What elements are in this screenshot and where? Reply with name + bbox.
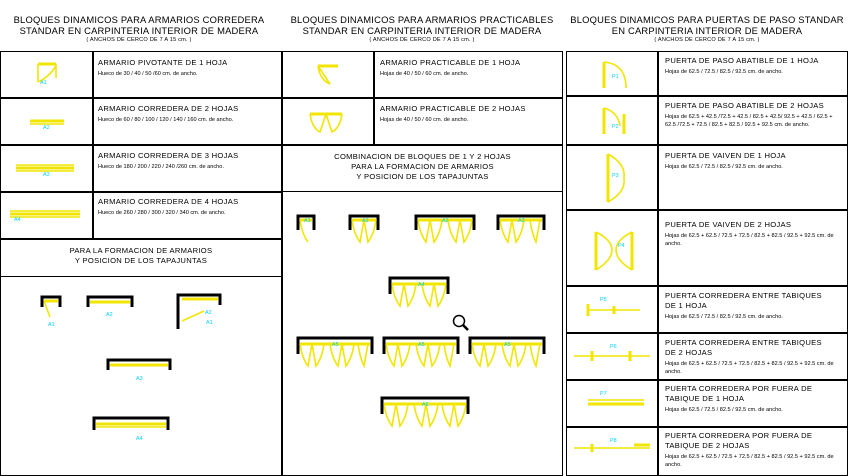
header-line1: BLOQUES DINAMICOS PARA ARMARIOS PRACTICABLES: [290, 14, 554, 25]
row-title: PUERTA CORREDERA ENTRE TABIQUES: [665, 291, 822, 300]
row-desc: Hojas de 62.5 / 72.5 / 82.5 / 92.5 cm. de ancho.: [665, 407, 783, 413]
row-title-2: TABIQUE DE 1 HOJA: [665, 394, 745, 403]
combo-label: A5: [418, 342, 425, 348]
row-title: PUERTA CORREDERA POR FUERA DE: [665, 384, 813, 393]
row-title: ARMARIO CORREDERA DE 3 HOJAS: [98, 151, 239, 160]
combo-a1-left[interactable]: [40, 295, 64, 325]
row-title: PUERTA DE VAIVEN DE 2 HOJAS: [665, 220, 792, 229]
combo-label: A5: [504, 342, 511, 348]
door-p2-symbol[interactable]: [596, 104, 636, 140]
row-title: PUERTA CORREDERA ENTRE TABIQUES: [665, 338, 822, 347]
block-a1-symbol[interactable]: [34, 60, 64, 88]
combo-line1: COMBINACION DE BLOQUES DE 1 Y 2 HOJAS: [334, 152, 511, 161]
header-sub: ( ANCHOS DE CERCO DE 7 A 15 cm. ): [654, 37, 760, 43]
row-desc: Hueco de 260 / 280 / 300 / 320 / 340 cm. de ancho.: [98, 210, 226, 216]
combo-label: A4: [136, 436, 143, 442]
row-desc: Hueco de 30 / 40 / 50 /60 cm. de ancho.: [98, 71, 198, 77]
practicable-1-symbol[interactable]: [314, 62, 344, 90]
combo-label: A2: [205, 310, 212, 316]
row-desc: Hojas de 62.5 + 62.5 / 72.5 + 72.5 / 82.5 + 82.5 / 92.5 + 92.5 cm. de ancho.: [665, 454, 834, 468]
combo-label: A1: [48, 322, 55, 328]
door-label: P5: [600, 297, 607, 303]
header-line2: STANDAR EN CARPINTERIA INTERIOR DE MADERA: [302, 25, 542, 36]
header-corredera: [6, 14, 272, 44]
row-title: PUERTA DE PASO ABATIBLE DE 2 HOJAS: [665, 101, 825, 110]
header-line2: STANDAR EN CARPINTERIA INTERIOR DE MADERA: [19, 25, 259, 36]
combo-label: A2: [106, 312, 113, 318]
combo-label: A3: [136, 376, 143, 382]
door-label: P7: [600, 391, 607, 397]
combo-label: A2: [362, 218, 369, 224]
combo-a3[interactable]: [106, 358, 174, 378]
combo-label: A1: [304, 218, 311, 224]
header-puertas: [566, 14, 848, 44]
door-label: P8: [610, 438, 617, 444]
row-desc: Hojas de 62.5 / 72.5 / 82.5 / 92.5 cm. de ancho.: [665, 164, 783, 170]
header-line1: BLOQUES DINAMICOS PARA PUERTAS DE PASO STANDAR: [570, 14, 844, 25]
block-a3-label: A3: [43, 172, 50, 178]
row-title-2: TABIQUE DE 2 HOJAS: [665, 441, 750, 450]
row-desc: Hojas de 62.5 + 62.5 / 72.5 + 72.5 / 82.5 + 82.5 / 92.5 + 92.5 cm. de ancho.: [665, 233, 834, 247]
combo-a4[interactable]: [92, 416, 172, 438]
combo-line2: PARA LA FORMACION DE ARMARIOS: [351, 162, 494, 171]
combo-label: A1: [206, 320, 213, 326]
block-a1-label: A1: [40, 80, 47, 86]
row-title: PUERTA CORREDERA POR FUERA DE: [665, 431, 813, 440]
row-title: ARMARIO PIVOTANTE DE 1 HOJA: [98, 58, 228, 67]
row-desc: Hueco de 180 / 200 / 220 / 240 /260 cm. de ancho.: [98, 164, 224, 170]
block-a4-label: A4: [14, 217, 21, 223]
combo-label: A5: [332, 342, 339, 348]
row-title-2: DE 2 HOJAS: [665, 348, 713, 357]
row-title: ARMARIO PRACTICABLE DE 1 HOJA: [380, 58, 521, 67]
combo-label: A6: [422, 402, 429, 408]
col2-combo-title: [282, 152, 563, 182]
row-desc: Hojas de 40 / 50 / 60 cm. de ancho.: [380, 117, 469, 123]
zoom-icon[interactable]: [451, 313, 471, 333]
header-line1: BLOQUES DINAMICOS PARA ARMARIOS CORREDERA: [13, 14, 265, 25]
block-a2-label: A2: [43, 125, 50, 131]
combo-corner[interactable]: [176, 293, 224, 335]
combo-label: A2: [442, 218, 449, 224]
row-title: ARMARIO CORREDERA DE 2 HOJAS: [98, 104, 239, 113]
row-title: ARMARIO PRACTICABLE DE 2 HOJAS: [380, 104, 526, 113]
header-practicables: [282, 14, 562, 44]
door-p5-symbol[interactable]: [584, 300, 644, 320]
door-label: P4: [618, 243, 625, 249]
row-title: PUERTA DE PASO ABATIBLE DE 1 HOJA: [665, 56, 819, 65]
header-sub: ( ANCHOS DE CERCO DE 7 A 15 cm. ): [86, 37, 192, 43]
header-sub: ( ANCHOS DE CERCO DE 7 A 15 cm. ): [369, 37, 475, 43]
door-p4-symbol[interactable]: [590, 226, 638, 274]
row-desc: Hojas de 40 / 50 / 60 cm. de ancho.: [380, 71, 469, 77]
row-desc: Hojas de 62.5 / 72.5 / 82.5 / 92.5 cm. de ancho.: [665, 69, 783, 75]
door-label: P3: [612, 173, 619, 179]
combo-line3: Y POSICION DE LOS TAPAJUNTAS: [356, 172, 489, 181]
row-desc: Hojas de 62.5 / 72.5 / 82.5 / 92.5 cm. de ancho.: [665, 314, 783, 320]
door-label: P1: [612, 74, 619, 80]
header-line2: EN CARPINTERIA INTERIOR DE MADERA: [611, 25, 803, 36]
door-label: P6: [610, 344, 617, 350]
combo-label: A4: [418, 282, 425, 288]
row-title: PUERTA DE VAIVEN DE 1 HOJA: [665, 151, 786, 160]
combo-line2: Y POSICION DE LOS TAPAJUNTAS: [74, 256, 208, 265]
row-title: ARMARIO CORREDERA DE 4 HOJAS: [98, 197, 239, 206]
row-title-2: DE 1 HOJA: [665, 301, 707, 310]
col1-combo-title: [0, 246, 282, 266]
row-desc: Hojas de 62.5 + 42.5 /72.5 + 42.5 / 82.5 + 42.5/ 92.5 + 42.5 / 62.5 + 62.5 /72.5 + 72.5 / 82.5 + 82.5 / 92.5 + 92.5 cm. de ancho.: [665, 114, 833, 128]
door-label: P2: [612, 124, 619, 130]
door-p7-symbol[interactable]: [584, 396, 648, 412]
combo-line1: PARA LA FORMACION DE ARMARIOS: [69, 246, 213, 255]
row-desc: Hojas de 62.5 + 62.5 / 72.5 + 72.5 / 82.5 + 82.5 / 92.5 + 92.5 cm. de ancho.: [665, 361, 834, 375]
practicable-2-symbol[interactable]: [306, 110, 346, 138]
row-desc: Hueco de 60 / 80 / 100 / 120 / 140 / 160 cm. de ancho.: [98, 117, 234, 123]
combo-label: A3: [518, 218, 525, 224]
